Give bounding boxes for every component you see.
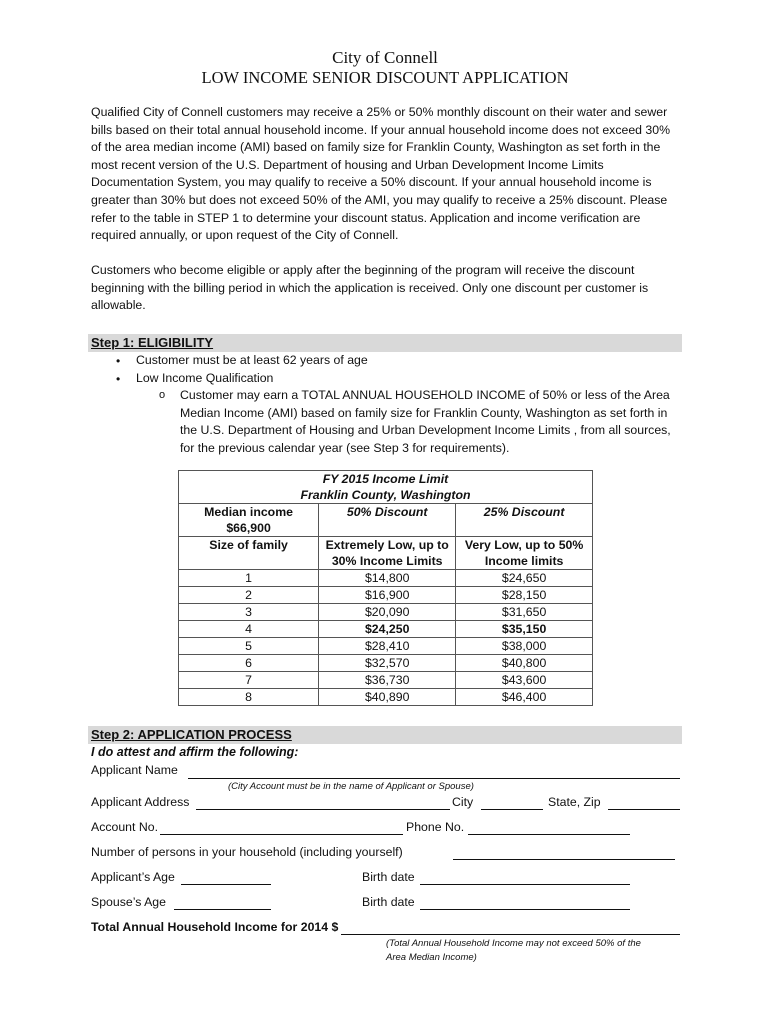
intro-paragraph-1: Qualified City of Connell customers may receive a 25% or 50% monthly discount on their water and sewer bills based on their total annual household income. If your annual household income does not exceed 30% of the area median income (AMI) based on family size for Franklin County, Washington as set forth in the most recent version of the U.S. Department of housing and Urban Development Income Limits Documentation System, you may qualify to receive a 50% discount. If your annual household income is greater than 30% but does not exceed 50% of the AMI, you may qualify to receive a 25% discount. Please refer to the table in STEP 1 to determine your discount status. Application and income verification are required annually, or upon request of the City of Connell. — [91, 105, 671, 243]
spouse-age-label: Spouse’s Age — [91, 895, 166, 909]
applicant-age-label: Applicant’s Age — [91, 870, 175, 884]
total-income-field[interactable] — [341, 934, 680, 935]
table-row: 7 $36,730 $43,600 — [179, 672, 593, 689]
page-title: LOW INCOME SENIOR DISCOUNT APPLICATION — [201, 68, 569, 87]
table-row: 1 $14,800 $24,650 — [179, 570, 593, 587]
table-row: 4 $24,250 $35,150 — [179, 621, 593, 638]
city-label: City — [452, 795, 474, 809]
table-row: 5 $28,410 $38,000 — [179, 638, 593, 655]
col-25-sub-2: Income limits — [456, 553, 593, 570]
city-field[interactable] — [481, 809, 543, 810]
income-note-line-2: Area Median Income) — [386, 952, 477, 963]
col-50-sub-1: Extremely Low, up to — [319, 537, 456, 554]
phone-no-field[interactable] — [468, 834, 630, 835]
size-label: Size of family — [179, 537, 319, 554]
table-row: 3 $20,090 $31,650 — [179, 604, 593, 621]
table-row: 8 $40,890 $46,400 — [179, 689, 593, 706]
bullet-icon: • — [116, 372, 121, 386]
table-row: 2 $16,900 $28,150 — [179, 587, 593, 604]
spouse-age-field[interactable] — [174, 909, 271, 910]
name-note: (City Account must be in the name of Applicant or Spouse) — [228, 781, 474, 792]
applicant-age-field[interactable] — [181, 884, 271, 885]
bullet-income: Low Income Qualification — [136, 371, 274, 385]
spouse-birth-date-label: Birth date — [362, 895, 415, 909]
intro-paragraph-2: Customers who become eligible or apply after the beginning of the program will receive the discount beginning with the billing period in which the application is received. Only one discount per customer is allowable. — [91, 263, 649, 313]
col-25-sub-1: Very Low, up to 50% — [456, 537, 593, 554]
col-50-header: 50% Discount — [319, 504, 456, 521]
income-limit-table — [178, 470, 593, 706]
applicant-address-label: Applicant Address — [91, 795, 190, 809]
applicant-name-label: Applicant Name — [91, 763, 178, 777]
col-25-header: 25% Discount — [456, 504, 593, 521]
col-50-sub-2: 30% Income Limits — [319, 553, 456, 570]
table-title-2: Franklin County, Washington — [179, 487, 593, 504]
table-row: 6 $32,570 $40,800 — [179, 655, 593, 672]
account-no-field[interactable] — [160, 834, 403, 835]
applicant-address-field[interactable] — [196, 809, 450, 810]
attest-text: I do attest and affirm the following: — [91, 745, 299, 759]
state-zip-field[interactable] — [608, 809, 680, 810]
state-zip-label: State, Zip — [548, 795, 601, 809]
spouse-birth-date-field[interactable] — [420, 909, 630, 910]
birth-date-label: Birth date — [362, 870, 415, 884]
applicant-birth-date-field[interactable] — [420, 884, 630, 885]
bullet-age: Customer must be at least 62 years of age — [136, 353, 368, 367]
step1-heading — [88, 334, 682, 352]
bullet-icon: • — [116, 354, 121, 368]
applicant-name-field[interactable] — [188, 778, 680, 779]
median-label: Median income — [179, 504, 319, 521]
total-income-label: Total Annual Household Income for 2014 $ — [91, 920, 339, 934]
median-value: $66,900 — [179, 520, 319, 537]
phone-no-label: Phone No. — [406, 820, 465, 834]
household-persons-field[interactable] — [453, 859, 675, 860]
income-note-line-1: (Total Annual Household Income may not exceed 50% of the — [386, 938, 641, 949]
circle-bullet-icon: o — [159, 389, 166, 401]
step2-heading — [88, 726, 682, 744]
table-title-1: FY 2015 Income Limit — [179, 471, 593, 488]
household-persons-label: Number of persons in your household (including yourself) — [91, 845, 403, 859]
account-no-label: Account No. — [91, 820, 158, 834]
subbullet-income-qualification: Customer may earn a TOTAL ANNUAL HOUSEHOLD INCOME of 50% or less of the Area Median Income (AMI) based on family size for Franklin County, Washington as set forth in the U.S. Department of Housing and Urban Development Income Limits , from all sources, for the previous calendar year (see Step 3 for requirements). — [180, 388, 671, 455]
step2-heading-text: Step 2: APPLICATION PROCESS — [91, 727, 292, 742]
page-city-title: City of Connell — [332, 48, 438, 67]
step1-heading-text: Step 1: ELIGIBILITY — [91, 335, 214, 350]
